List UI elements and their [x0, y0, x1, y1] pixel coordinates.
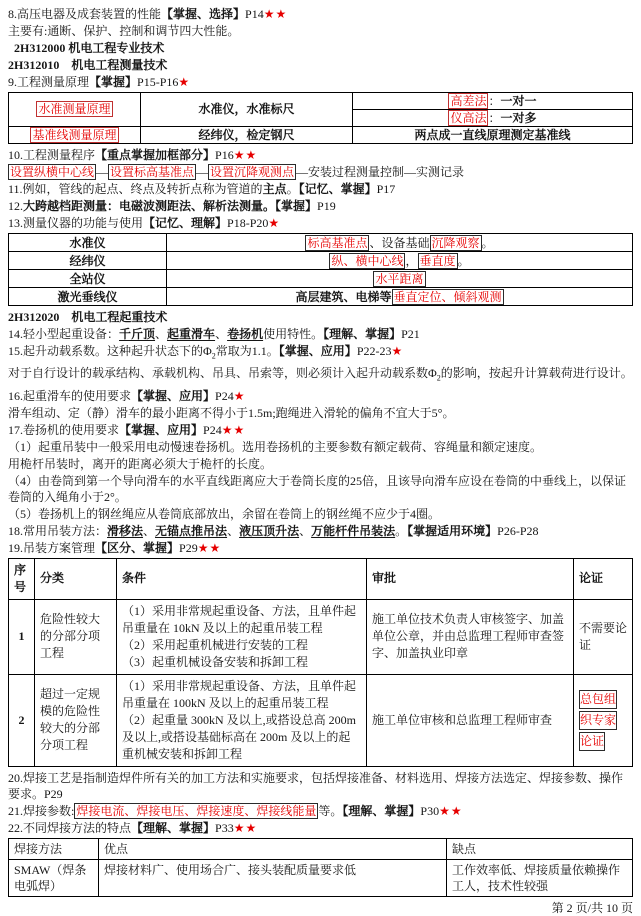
table-header-row	[9, 838, 633, 859]
item-21	[8, 803, 633, 819]
item-11	[8, 181, 633, 197]
text-segment: 、设备基础	[369, 235, 430, 250]
text-segment: （2）起重量 300kN 及以上,或搭设总高 200m及以上,或搭设基础标高在 200m 及以上的起重机械安装和拆卸工程	[122, 712, 357, 761]
text-segment: 激光垂线仪	[57, 289, 118, 304]
text-segment: 22.不同焊接方法的特点	[8, 820, 132, 835]
text-segment: 【掌握、选择】	[161, 7, 246, 21]
text-segment: 、	[299, 523, 312, 538]
text-segment: P16	[215, 148, 234, 162]
text-segment: 。	[395, 523, 408, 538]
text-segment: 11.例如，管线的起点、终点及转折点称为管道的	[8, 182, 263, 196]
table-cell	[9, 93, 141, 127]
text-segment: ★★	[233, 820, 258, 835]
text-segment: 仪高法	[450, 110, 487, 125]
text-segment: P29	[179, 540, 198, 555]
text-segment: 超过一定规模的危险性较大的分部分项工程	[40, 687, 101, 753]
text-segment: 17.卷扬机的使用要求	[8, 422, 120, 437]
text-segment: 、	[143, 523, 156, 538]
text-segment: 水准测量原理	[38, 102, 111, 116]
text-segment: P26-P28	[497, 523, 539, 538]
text-segment: P15-P16	[137, 75, 179, 89]
text-segment: 论证	[579, 732, 605, 751]
text-segment: 【掌握、应用】	[131, 388, 216, 403]
item-17-body-2	[8, 456, 633, 472]
text-segment: 。	[481, 235, 494, 250]
text-segment: 水准仪	[69, 235, 106, 250]
text-segment: 。	[286, 182, 299, 196]
text-segment: ：	[488, 110, 501, 125]
text-segment: 一对多	[500, 110, 537, 125]
text-segment: 全站仪	[69, 271, 106, 286]
text-segment: 沉降观察	[431, 235, 480, 250]
text-segment: 不需要论证	[579, 620, 628, 652]
table-cell: SMAW（焊条电弧焊）	[9, 859, 99, 896]
text-segment: P19	[317, 199, 336, 213]
table-row	[9, 93, 633, 110]
text-segment: 滑移法	[107, 523, 144, 538]
item-17-body-1	[8, 439, 633, 455]
column-header: 缺点	[447, 838, 633, 859]
table-cell	[353, 93, 633, 110]
table-cell	[367, 599, 574, 674]
table-cell	[167, 234, 633, 252]
text-segment: 2	[436, 373, 441, 383]
text-segment: 设置纵横中心线	[10, 165, 95, 179]
text-segment: P18-P20	[227, 216, 269, 230]
text-segment: 2H312010 机电工程测量技术	[8, 58, 168, 72]
text-segment: （1）起重吊装中一般采用电动慢速卷扬机。选用卷扬机的主要参数有额定载荷、容绳量和额定速度。	[8, 439, 543, 454]
text-segment: 无锚点推吊法	[155, 523, 228, 538]
table-cell	[117, 674, 367, 766]
table-cell	[9, 234, 167, 252]
text-segment: P22-23	[356, 344, 392, 358]
text-segment: 卷扬机	[227, 327, 264, 341]
section-heading-2h312020	[8, 309, 633, 325]
text-segment: 15.起升动载系数。这种起升状态下的Φ	[8, 344, 212, 358]
text-segment: 、	[155, 327, 168, 341]
text-segment: 万能杆件吊装法	[311, 523, 396, 538]
text-segment: 【记忆、理解】	[143, 216, 228, 230]
table-row	[9, 252, 633, 270]
page-number: 第 2 页/共 10 页	[551, 900, 633, 915]
table-cell	[141, 93, 353, 127]
text-segment: 施工单位技术负责人审核签字、加盖单位公章，并由总监理工程师审查签字、加盖执业印章	[372, 612, 565, 661]
text-segment: 2	[18, 712, 25, 727]
text-segment: P21	[401, 327, 420, 341]
text-segment: 13.测量仪器的功能与使用	[8, 216, 144, 230]
column-header: 条件	[117, 558, 367, 599]
text-segment: ★★	[439, 803, 463, 818]
text-segment: ★	[268, 216, 281, 230]
text-segment: 【理解、掌握】	[131, 820, 216, 835]
text-segment: 标高基准点	[307, 235, 368, 250]
text-segment: 20.焊接工艺是指制造焊件所有关的加工方法和实施要求，包括焊接准备、材料选用、焊接方法选定、焊接参数、操作要求。P29	[8, 770, 624, 801]
text-segment: 14.轻小型起重设备：	[8, 327, 120, 341]
item-18	[8, 523, 633, 539]
text-segment: 2H312000 机电工程专业技术	[14, 41, 165, 55]
item-22-title	[8, 820, 633, 836]
text-segment: 、	[215, 327, 228, 341]
item-9-title	[8, 74, 633, 90]
table-cell	[353, 110, 633, 127]
text-segment: —安装过程测量控制—实测记录	[296, 165, 465, 179]
text-segment: 12.	[8, 199, 23, 213]
text-segment: 21.焊接参数:	[8, 803, 75, 818]
item-12	[8, 198, 633, 214]
text-segment: 设置标高基准点	[110, 165, 195, 179]
table-cell: 工作效率低、焊接质量依赖操作工人，技术性较强	[447, 859, 633, 896]
text-segment: 经纬仪，检定钢尺	[198, 127, 295, 142]
table-cell	[35, 599, 117, 674]
item-20	[8, 770, 633, 802]
column-header: 焊接方法	[9, 838, 99, 859]
item-8-body	[8, 23, 633, 39]
text-segment: 千斤顶	[119, 327, 156, 341]
text-segment: ★	[391, 344, 404, 358]
table-cell	[167, 252, 633, 270]
text-segment: 1	[18, 629, 25, 644]
text-segment: 9.工程测量原理	[8, 75, 90, 89]
table-row	[9, 270, 633, 288]
table-row	[9, 674, 633, 766]
item-15-body	[8, 365, 633, 386]
hoisting-plan-table	[8, 558, 633, 767]
text-segment: 【重点掌握加框部分】	[95, 148, 216, 162]
table-cell	[35, 674, 117, 766]
column-header: 审批	[367, 558, 574, 599]
text-segment: P14	[245, 7, 264, 21]
item-10-title	[8, 147, 633, 163]
item-13-title	[8, 215, 633, 231]
table-cell	[353, 127, 633, 144]
text-segment: （2）采用起重机械进行安装的工程	[122, 637, 309, 652]
section-heading-2h312010	[8, 57, 633, 73]
table-cell	[574, 674, 633, 766]
text-segment: ★	[233, 388, 246, 403]
text-segment: 。	[457, 253, 470, 268]
text-segment: 用桅杆吊装时，离开的距离必须大于桅杆的长度。	[8, 456, 273, 471]
table-header-row	[9, 558, 633, 599]
text-segment: 基准线测量原理	[32, 127, 117, 142]
text-segment: 垂直度	[419, 253, 456, 268]
text-segment: 一对一	[500, 93, 537, 108]
text-segment: ★★	[197, 540, 222, 555]
text-segment: 主要有:通断、保护、控制和调节四大性能。	[8, 24, 240, 38]
text-segment: 水平距离	[375, 271, 424, 286]
text-segment: 滑车组动、定（静）滑车的最小距离不得小于1.5m;跑绳进入滑轮的偏角不宜大于5°。	[8, 405, 455, 420]
text-segment: P33	[215, 820, 234, 835]
text-segment: ★★	[263, 7, 288, 21]
item-8-title	[8, 6, 633, 22]
text-segment: 【掌握适用环境】	[407, 523, 498, 538]
item-10-flow	[8, 164, 633, 180]
table-row	[9, 599, 633, 674]
text-segment: 【掌握、应用】	[119, 422, 204, 437]
text-segment: ★	[178, 75, 191, 89]
text-segment: P24	[215, 388, 234, 403]
table-cell	[167, 270, 633, 288]
text-segment: —	[196, 165, 209, 179]
text-segment: 【区分、掌握】	[95, 540, 180, 555]
table-cell	[9, 127, 141, 144]
table-row	[9, 859, 633, 896]
text-segment: 经纬仪	[69, 253, 106, 268]
column-header: 论证	[574, 558, 633, 599]
text-segment: ，	[405, 253, 418, 268]
text-segment: 使用特性。	[263, 327, 324, 341]
text-segment: 【记忆、掌握】	[298, 182, 377, 196]
column-header: 序号	[9, 558, 35, 599]
text-segment: 18.常用吊装方法：	[8, 523, 108, 538]
text-segment: 液压顶升法	[239, 523, 300, 538]
text-segment: 【掌握】	[89, 75, 138, 89]
table-cell	[167, 288, 633, 306]
text-segment: 对于自行设计的载承结构、承载机构、吊具、吊索等，则必须计入起升动载系数Φ	[8, 366, 437, 381]
text-segment: 【掌握、应用】	[278, 344, 357, 358]
text-segment: （5）卷扬机上的钢丝绳应从卷筒底部放出，余留在卷筒上的钢丝绳不应少于4圈。	[8, 506, 441, 521]
text-segment: 垂直定位、倾斜观测	[393, 289, 502, 304]
text-segment: 、	[227, 523, 240, 538]
text-segment: 大跨越档距测量：电磁波测距法、解析法测量。【掌握】	[23, 199, 318, 213]
table-row	[9, 234, 633, 252]
text-segment: 施工单位审核和总监理工程师审查	[372, 712, 553, 727]
text-segment: （4）由卷筒到第一个导向滑车的水平直线距离应大于卷筒长度的25倍，且该导向滑车应设在卷筒的中垂线上，以保证卷筒的入绳角小于2°。	[8, 473, 627, 504]
text-segment: 危险性较大的分部分项工程	[40, 612, 101, 661]
table-cell	[9, 270, 167, 288]
text-segment: （1）采用非常规起重设备、方法，且单件起吊重量在 10kN 及以上的起重吊装工程	[122, 603, 357, 635]
column-header: 分类	[35, 558, 117, 599]
welding-method-table	[8, 838, 633, 897]
text-segment: 19.吊装方案管理	[8, 540, 96, 555]
item-17-body-5	[8, 506, 633, 522]
text-segment: 主点	[262, 182, 287, 196]
section-heading-2h312000	[14, 40, 633, 56]
item-14	[8, 326, 633, 342]
text-segment: 【理解、掌握】	[323, 327, 402, 341]
text-segment: 起重滑车	[167, 327, 216, 341]
table-cell	[574, 599, 633, 674]
text-segment: 10.工程测量程序	[8, 148, 96, 162]
column-header: 优点	[99, 838, 447, 859]
text-segment: （3）起重机械设备安装和拆卸工程	[122, 654, 309, 669]
table-cell	[141, 127, 353, 144]
text-segment: 焊接电流、焊接电压、焊接速度、焊接线能量	[76, 803, 317, 818]
table-row	[9, 127, 633, 144]
text-segment: ★★	[233, 148, 258, 162]
item-17-body-4	[8, 473, 633, 505]
text-segment: 设置沉降观测点	[210, 165, 295, 179]
item-19-title	[8, 540, 633, 556]
table-cell	[9, 252, 167, 270]
survey-principle-table	[8, 92, 633, 144]
text-segment: 的影响，按起升计算载荷进行设计。	[440, 366, 633, 381]
text-segment: 8.高压电器及成套装置的性能	[8, 7, 162, 21]
text-segment: P30	[420, 803, 440, 818]
table-cell	[117, 599, 367, 674]
item-16-title	[8, 388, 633, 404]
text-segment: P17	[376, 182, 396, 196]
item-17-title	[8, 422, 633, 438]
text-segment: 织专家	[579, 711, 617, 730]
table-cell	[9, 288, 167, 306]
text-segment: 两点成一直线原理测定基准线	[414, 127, 571, 142]
text-segment: —	[96, 165, 109, 179]
table-cell: 焊接材料广、使用场合广、接头装配质量要求低	[99, 859, 447, 896]
table-row	[9, 288, 633, 306]
text-segment: ★★	[221, 422, 246, 437]
item-15-title	[8, 343, 633, 364]
text-segment: 16.起重滑车的使用要求	[8, 388, 132, 403]
table-cell	[367, 674, 574, 766]
text-segment: （1）采用非常规起重设备、方法，且单件起吊重量在 100kN 及以上的起重吊装工程	[122, 678, 357, 710]
text-segment: 水准仪，水准标尺	[198, 102, 295, 116]
text-segment: 高层建筑、电梯等	[295, 289, 392, 304]
text-segment: 2	[211, 351, 216, 361]
text-segment: 2H312020 机电工程起重技术	[8, 310, 168, 324]
text-segment: 常取为1.1。	[215, 344, 279, 358]
text-segment: 等。	[318, 803, 343, 818]
table-cell	[9, 599, 35, 674]
text-segment: ：	[488, 93, 501, 108]
item-16-body	[8, 405, 633, 421]
instrument-function-table	[8, 233, 633, 306]
text-segment: 纵、横中心线	[331, 253, 404, 268]
table-cell	[9, 674, 35, 766]
text-segment: 高差法	[450, 93, 487, 108]
text-segment: 总包组	[579, 690, 617, 709]
text-segment: P24	[203, 422, 222, 437]
text-segment: 【理解、掌握】	[342, 803, 421, 818]
